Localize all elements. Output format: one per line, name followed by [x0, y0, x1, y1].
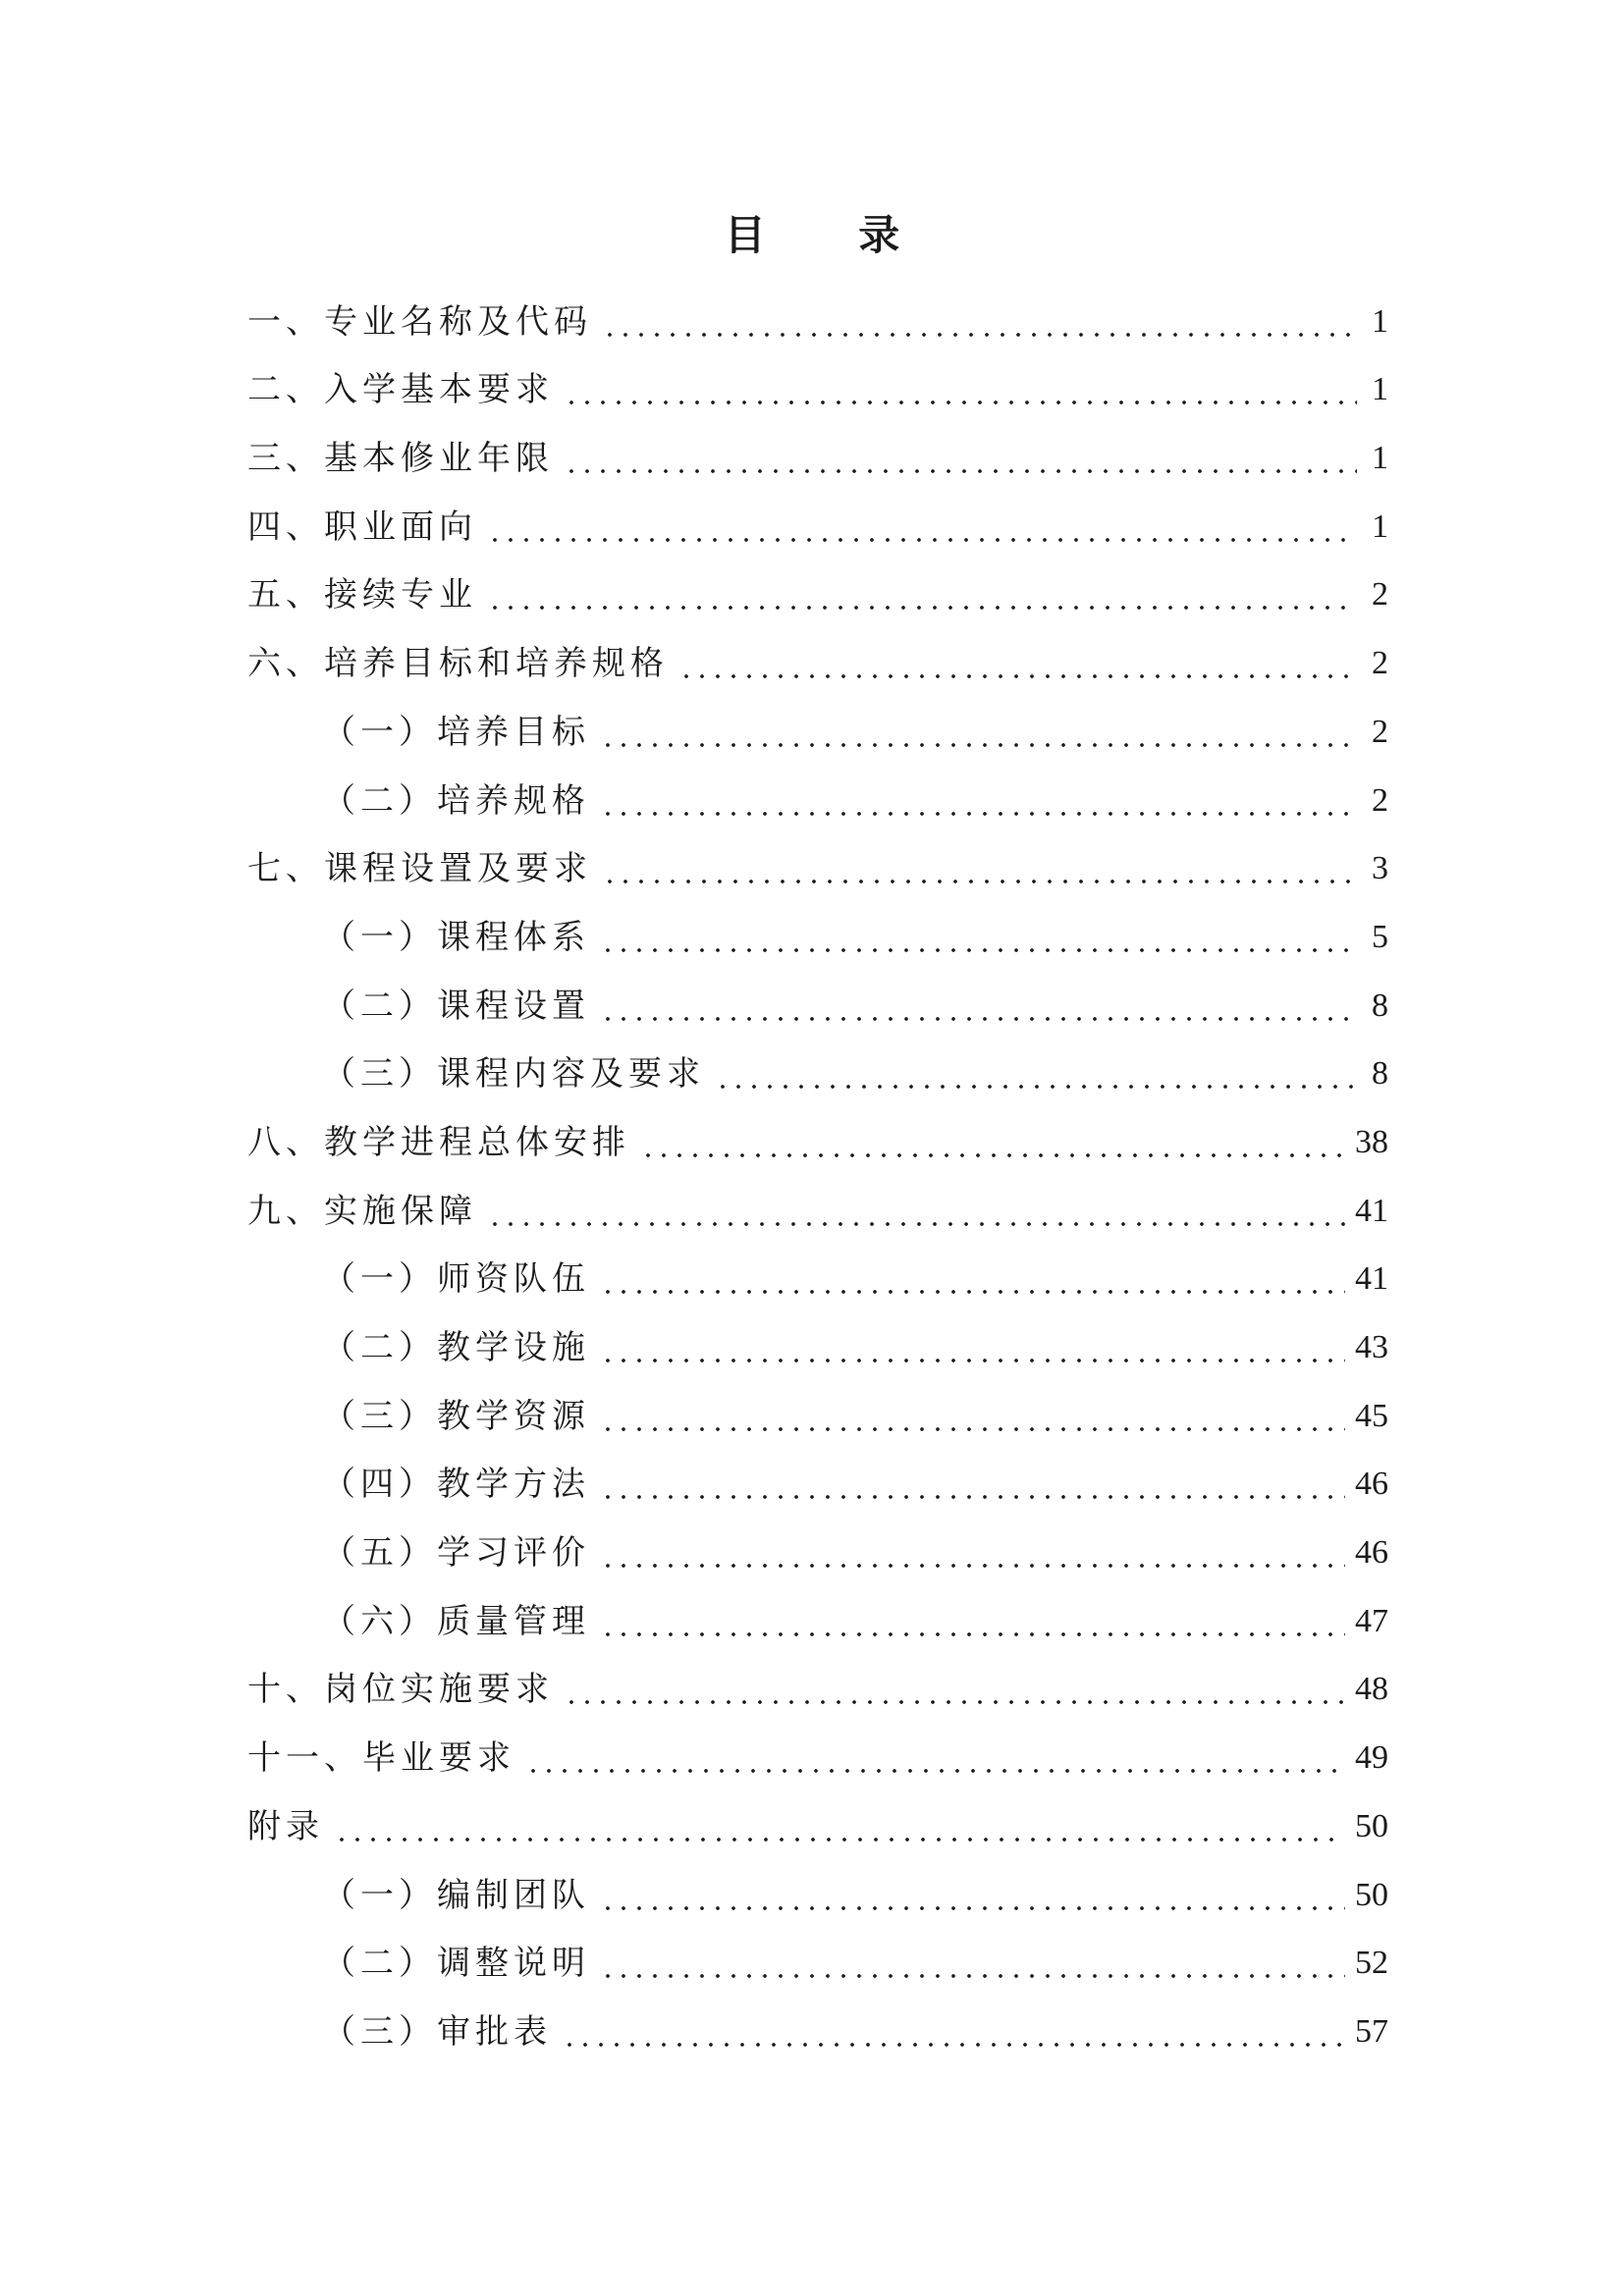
toc-entry-label: 五、接续专业	[247, 575, 477, 615]
dot-leader	[600, 1971, 1345, 1981]
toc-entry-label: （三）课程内容及要求	[322, 1054, 705, 1095]
toc-entry-page-number: 41	[1355, 1260, 1388, 1298]
dot-leader	[600, 1561, 1345, 1571]
toc-entry-label: 四、职业面向	[247, 507, 477, 547]
toc-entry-label: 附录	[247, 1806, 324, 1846]
dot-leader	[525, 1766, 1345, 1776]
toc-entry-page-number: 50	[1355, 1807, 1388, 1844]
toc-entry-label: 九、实施保障	[247, 1191, 477, 1231]
dot-leader	[487, 603, 1357, 613]
dot-leader	[564, 398, 1357, 407]
dot-leader	[600, 1903, 1345, 1913]
toc-entry-page-number: 1	[1372, 371, 1388, 408]
dot-leader	[600, 1492, 1345, 1502]
toc-entry-page-number: 46	[1355, 1466, 1388, 1503]
toc-entry-page-number: 38	[1355, 1123, 1388, 1160]
toc-entry[interactable]	[247, 900, 1388, 969]
table-of-contents	[247, 285, 1388, 2063]
toc-entry[interactable]	[247, 353, 1388, 422]
toc-entry-page-number: 3	[1372, 850, 1388, 887]
toc-entry[interactable]	[247, 1653, 1388, 1722]
toc-entry-page-number: 43	[1355, 1329, 1388, 1365]
toc-entry-page-number: 1	[1372, 302, 1388, 340]
dot-leader	[562, 2040, 1345, 2050]
dot-leader	[600, 1424, 1345, 1434]
toc-entry[interactable]	[247, 421, 1388, 490]
toc-entry-label: （三）审批表	[322, 2011, 552, 2052]
toc-entry[interactable]	[247, 1721, 1388, 1789]
toc-entry-label: （一）师资队伍	[322, 1259, 590, 1300]
dot-leader	[678, 671, 1357, 681]
toc-entry[interactable]	[247, 285, 1388, 353]
toc-entry[interactable]	[247, 490, 1388, 559]
toc-entry-label: （一）课程体系	[322, 917, 590, 957]
toc-entry-label: 一、专业名称及代码	[247, 301, 592, 342]
toc-entry[interactable]	[247, 1584, 1388, 1653]
dot-leader	[600, 809, 1357, 819]
dot-leader	[564, 1697, 1345, 1707]
dot-leader	[715, 1082, 1357, 1092]
toc-entry-label: 八、教学进程总体安排	[247, 1122, 630, 1162]
toc-entry-label: 十一、毕业要求	[247, 1738, 515, 1779]
toc-entry[interactable]	[247, 1516, 1388, 1584]
toc-entry-page-number: 50	[1355, 1876, 1388, 1913]
dot-leader	[600, 945, 1357, 955]
toc-entry[interactable]	[247, 1038, 1388, 1106]
toc-entry[interactable]	[247, 1174, 1388, 1243]
toc-entry-page-number: 2	[1372, 781, 1388, 819]
toc-entry-page-number: 46	[1355, 1534, 1388, 1572]
toc-entry-page-number: 2	[1372, 576, 1388, 614]
dot-leader	[334, 1835, 1345, 1844]
toc-entry-label: （三）教学资源	[322, 1396, 590, 1436]
toc-entry[interactable]	[247, 695, 1388, 764]
dot-leader	[564, 466, 1357, 476]
toc-entry-page-number: 2	[1372, 713, 1388, 750]
toc-entry[interactable]	[247, 626, 1388, 695]
dot-leader	[600, 1629, 1345, 1639]
toc-entry-page-number: 49	[1355, 1739, 1388, 1777]
dot-leader	[600, 1014, 1357, 1024]
toc-entry-label: 三、基本修业年限	[247, 439, 554, 479]
toc-entry[interactable]	[247, 764, 1388, 832]
toc-entry[interactable]	[247, 1105, 1388, 1174]
dot-leader	[487, 1219, 1345, 1229]
toc-entry-label: （二）课程设置	[322, 986, 590, 1026]
toc-entry-page-number: 8	[1372, 1055, 1388, 1093]
toc-entry[interactable]	[247, 1789, 1388, 1858]
toc-entry-label: （一）培养目标	[322, 712, 590, 752]
toc-entry-page-number: 41	[1355, 1192, 1388, 1229]
dot-leader	[600, 740, 1357, 750]
toc-entry[interactable]	[247, 559, 1388, 627]
toc-entry[interactable]	[247, 832, 1388, 901]
toc-entry-label: 二、入学基本要求	[247, 370, 554, 410]
toc-entry-page-number: 1	[1372, 440, 1388, 477]
toc-entry-label: 十、岗位实施要求	[247, 1670, 554, 1710]
toc-entry-label: （二）培养规格	[322, 780, 590, 821]
toc-entry-label: （二）教学设施	[322, 1328, 590, 1367]
toc-entry-page-number: 48	[1355, 1671, 1388, 1708]
dot-leader	[487, 535, 1357, 545]
toc-entry[interactable]	[247, 1858, 1388, 1927]
toc-entry-page-number: 1	[1372, 507, 1388, 545]
toc-entry-label: （二）调整说明	[322, 1944, 590, 1984]
toc-entry-page-number: 45	[1355, 1397, 1388, 1434]
toc-entry-page-number: 52	[1355, 1945, 1388, 1982]
dot-leader	[640, 1150, 1345, 1160]
toc-entry-page-number: 47	[1355, 1602, 1388, 1639]
toc-entry[interactable]	[247, 969, 1388, 1038]
page-title: 目 录	[724, 211, 940, 259]
toc-entry[interactable]	[247, 1310, 1388, 1379]
toc-entry-label: 七、课程设置及要求	[247, 849, 592, 889]
toc-entry[interactable]	[247, 1927, 1388, 1996]
toc-entry[interactable]	[247, 1243, 1388, 1311]
dot-leader	[602, 330, 1357, 340]
toc-entry-page-number: 2	[1372, 645, 1388, 682]
dot-leader	[602, 877, 1357, 886]
toc-entry-page-number: 8	[1372, 987, 1388, 1024]
toc-entry-page-number: 5	[1372, 918, 1388, 955]
toc-entry-label: （五）学习评价	[322, 1533, 590, 1574]
toc-entry[interactable]	[247, 1379, 1388, 1448]
dot-leader	[600, 1287, 1345, 1297]
dot-leader	[600, 1356, 1345, 1365]
toc-entry-label: 六、培养目标和培养规格	[247, 644, 669, 684]
toc-entry-label: （六）质量管理	[322, 1601, 590, 1641]
toc-entry-page-number: 57	[1355, 2012, 1388, 2050]
toc-entry[interactable]	[247, 1995, 1388, 2063]
toc-entry[interactable]	[247, 1448, 1388, 1517]
toc-entry-label: （一）编制团队	[322, 1875, 590, 1915]
toc-entry-label: （四）教学方法	[322, 1465, 590, 1505]
